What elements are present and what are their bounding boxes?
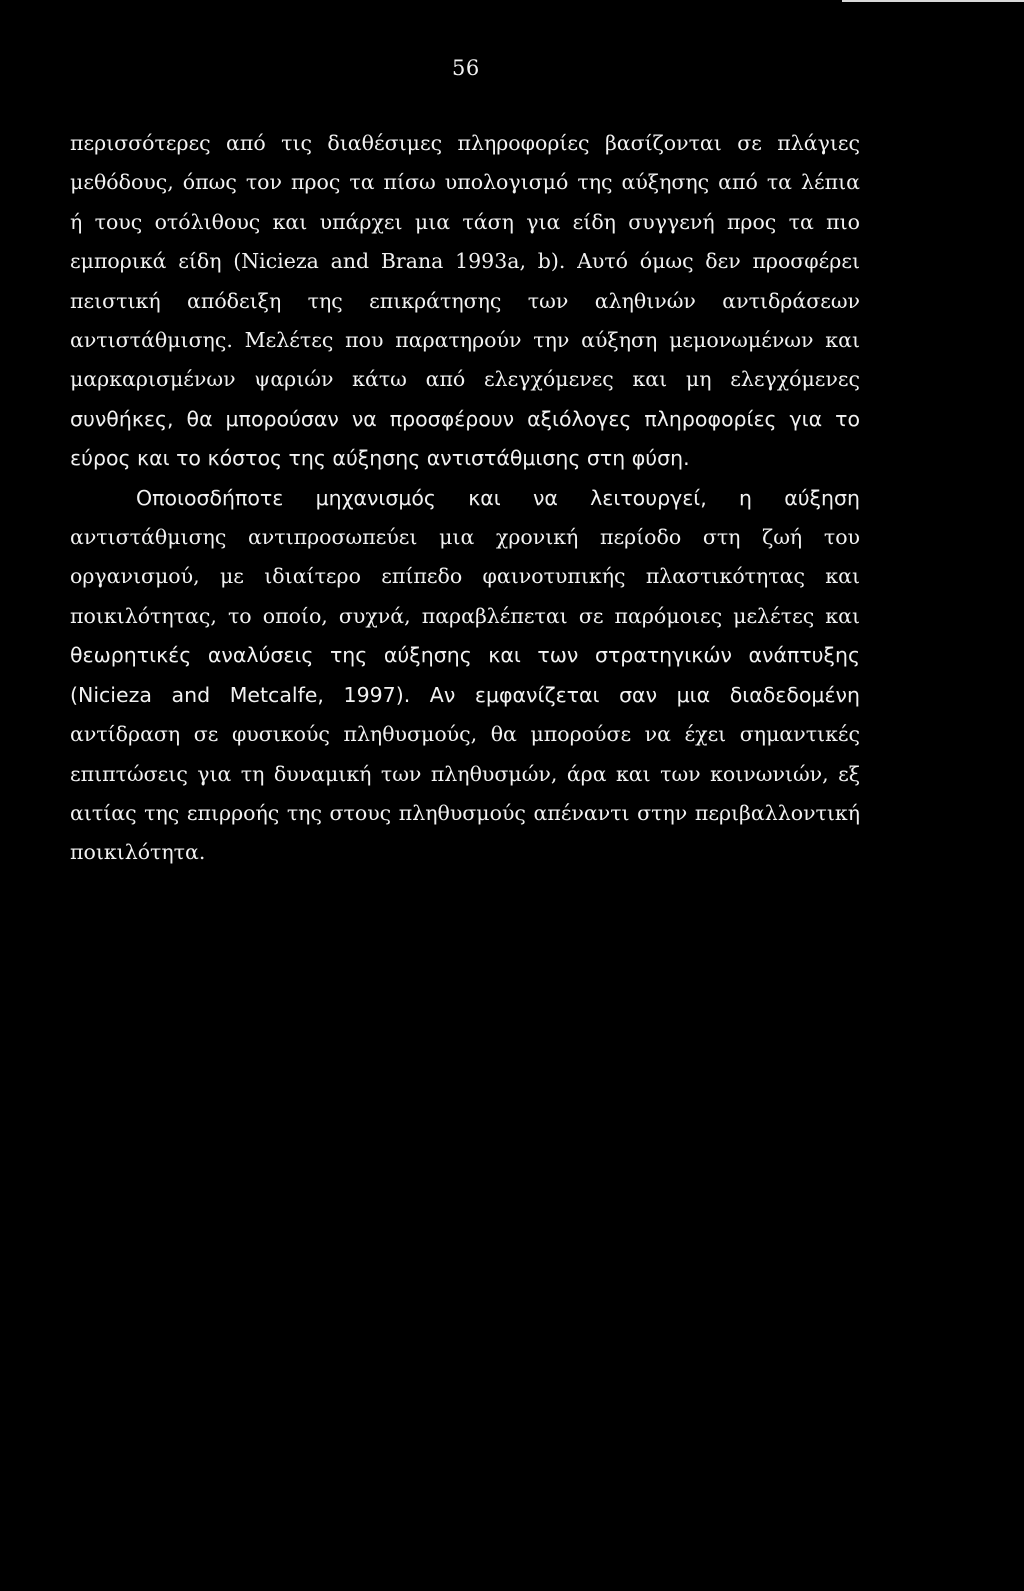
text-line: θεωρητικές αναλύσεις της αύξησης και των στρατηγικών ανάπτυξης bbox=[70, 643, 860, 668]
paragraph-1 bbox=[70, 124, 860, 479]
text-line: ή τους οτόλιθους και υπάρχει μια τάση για είδη συγγενή προς τα πιο bbox=[70, 209, 860, 234]
text-line: ποικιλότητας, το οποίο, συχνά, παραβλέπεται σε παρόμοιες μελέτες και bbox=[70, 603, 860, 628]
text-line: μεθόδους, όπως τον προς τα πίσω υπολογισμό της αύξησης από τα λέπια bbox=[70, 170, 860, 195]
text-line: αιτίας της επιρροής της στους πληθυσμούς απέναντι στην περιβαλλοντική bbox=[70, 800, 860, 825]
top-rule bbox=[842, 0, 1024, 2]
text-line: αντιστάθμισης αντιπροσωπεύει μια χρονική περίοδο στη ζωή του bbox=[70, 525, 860, 550]
text-line: επιπτώσεις για τη δυναμική των πληθυσμών, άρα και των κοινωνιών, εξ bbox=[70, 761, 860, 786]
text-line: αντιστάθμισης. Μελέτες που παρατηρούν την αύξηση μεμονωμένων και bbox=[70, 328, 860, 353]
text-line: εμπορικά είδη (Nicieza and Brana 1993a, b). Αυτό όμως δεν προσφέρει bbox=[70, 249, 860, 274]
text-line: Οποιοσδήποτε μηχανισμός και να λειτουργεί, η αύξηση bbox=[136, 485, 860, 510]
text-line: (Nicieza and Metcalfe, 1997). Αν εμφανίζεται σαν μια διαδεδομένη bbox=[70, 682, 860, 707]
body-text bbox=[70, 124, 860, 873]
text-line: μαρκαρισμένων ψαριών κάτω από ελεγχόμενες και μη ελεγχόμενες bbox=[70, 367, 860, 392]
text-line: αντίδραση σε φυσικούς πληθυσμούς, θα μπορούσε να έχει σημαντικές bbox=[70, 722, 860, 747]
text-line: πειστική απόδειξη της επικράτησης των αληθινών αντιδράσεων bbox=[70, 288, 860, 313]
text-line: περισσότερες από τις διαθέσιμες πληροφορίες βασίζονται σε πλάγιες bbox=[70, 131, 860, 155]
paragraph-2 bbox=[70, 479, 860, 873]
text-line: οργανισμού, με ιδιαίτερο επίπεδο φαινοτυπικής πλαστικότητας και bbox=[70, 564, 860, 589]
text-line: συνθήκες, θα μπορούσαν να προσφέρουν αξιόλογες πληροφορίες για το bbox=[70, 406, 860, 431]
text-line: εύρος και το κόστος της αύξησης αντιστάθμισης στη φύση. bbox=[70, 446, 690, 471]
text-line: ποικιλότητα. bbox=[70, 840, 206, 865]
page-number: 56 bbox=[452, 56, 480, 80]
